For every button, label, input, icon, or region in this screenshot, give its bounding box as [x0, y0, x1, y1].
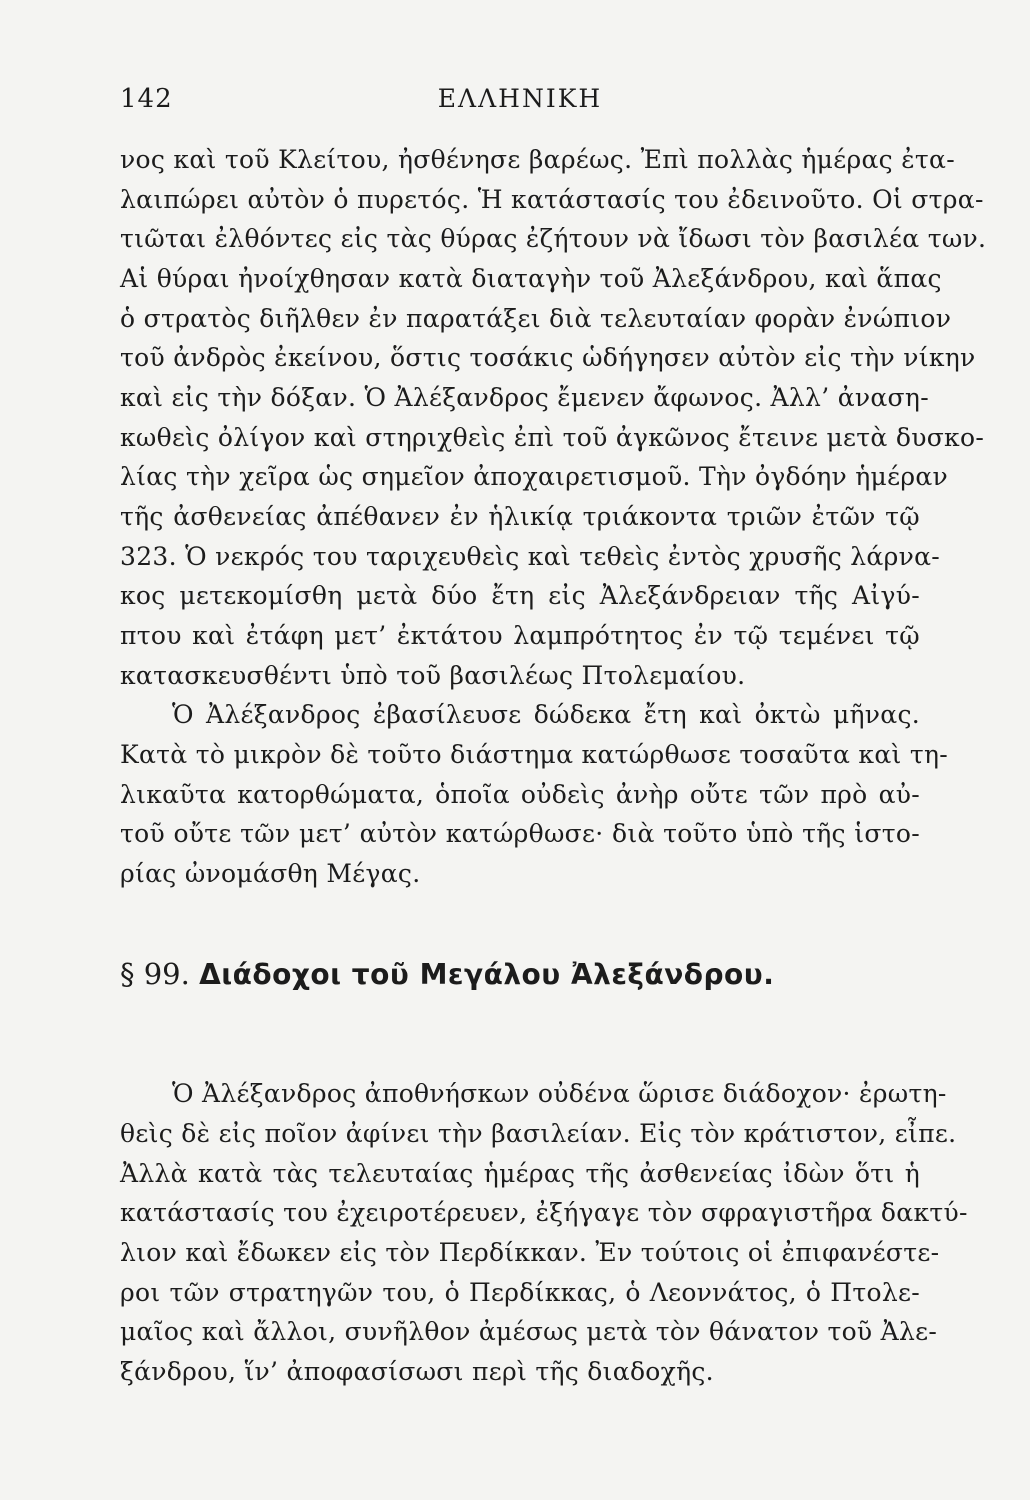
text-line: λίας τὴν χεῖρα ὡς σημεῖον ἀποχαιρετισμοῦ. Τὴν ὀγδόην ἡμέραν: [120, 462, 949, 491]
page-number: 142: [120, 84, 173, 114]
text-line: Ἀλλὰ κατὰ τὰς τελευταίας ἡμέρας τῆς ἀσθενείας ἰδὼν ὅτι ἡ: [120, 1159, 920, 1188]
text-line: κατασκευσθέντι ὑπὸ τοῦ βασιλέως Πτολεμαίου.: [120, 661, 746, 690]
text-line: πτου καὶ ἐτάφη μετ’ ἐκτάτου λαμπρότητος ἐν τῷ τεμένει τῷ: [120, 621, 920, 650]
text-line: τοῦ ἀνδρὸς ἐκείνου, ὅστις τοσάκις ὡδήγησεν αὐτὸν εἰς τὴν νίκην: [120, 343, 976, 372]
text-line: Αἱ θύραι ἠνοίχθησαν κατὰ διαταγὴν τοῦ Ἀλεξάνδρου, καὶ ἅπας: [120, 264, 942, 293]
text-line: ροι τῶν στρατηγῶν του, ὁ Περδίκκας, ὁ Λεοννάτος, ὁ Πτολε-: [120, 1278, 920, 1307]
text-line: θεὶς δὲ εἰς ποῖον ἀφίνει τὴν βασιλείαν. Εἰς τὸν κράτιστον, εἶπε.: [120, 1119, 957, 1148]
section-heading: [120, 952, 920, 996]
text-line: Κατὰ τὸ μικρὸν δὲ τοῦτο διάστημα κατώρθωσε τοσαῦτα καὶ τη-: [120, 740, 949, 769]
text-line: ξάνδρου, ἵν’ ἀποφασίσωσι περὶ τῆς διαδοχῆς.: [120, 1357, 714, 1386]
section-number: § 99.: [120, 957, 190, 991]
text-line: ρίας ὠνομάσθη Μέγας.: [120, 859, 421, 888]
text-line: Ὁ Ἀλέξανδρος ἀποθνήσκων οὐδένα ὥρισε διάδοχον· ἐρωτη-: [172, 1079, 947, 1108]
text-line: κος μετεκομίσθη μετὰ δύο ἔτη εἰς Ἀλεξάνδρειαν τῆς Αἰγύ-: [120, 581, 920, 610]
text-line: μαῖος καὶ ἄλλοι, συνῆλθον ἀμέσως μετὰ τὸν θάνατον τοῦ Ἀλε-: [120, 1317, 938, 1346]
section-title: Διάδοχοι τοῦ Μεγάλου Ἀλεξάνδρου.: [199, 958, 775, 991]
text-line: λιον καὶ ἔδωκεν εἰς τὸν Περδίκκαν. Ἐν τούτοις οἱ ἐπιφανέστε-: [120, 1238, 940, 1267]
running-title: ΕΛΛΗΝΙΚΗ: [437, 84, 603, 113]
text-line: λικαῦτα κατορθώματα, ὁποῖα οὐδεὶς ἀνὴρ οὔτε τῶν πρὸ αὐ-: [120, 780, 920, 809]
text-line: κωθεὶς ὀλίγον καὶ στηριχθεὶς ἐπὶ τοῦ ἀγκῶνος ἔτεινε μετὰ δυσκο-: [120, 423, 985, 452]
text-line: τοῦ οὔτε τῶν μετ’ αὐτὸν κατώρθωσε· διὰ τοῦτο ὑπὸ τῆς ἱστο-: [120, 819, 920, 848]
text-line: νος καὶ τοῦ Κλείτου, ἠσθένησε βαρέως. Ἐπὶ πολλὰς ἡμέρας ἐτα-: [120, 145, 955, 174]
text-line: καὶ εἰς τὴν δόξαν. Ὁ Ἀλέξανδρος ἔμενεν ἄφωνος. Ἀλλ’ ἀναση-: [120, 383, 929, 412]
text-line: τῆς ἀσθενείας ἀπέθανεν ἐν ἡλικίᾳ τριάκοντα τριῶν ἐτῶν τῷ: [120, 502, 920, 531]
text-line: τιῶται ἐλθόντες εἰς τὰς θύρας ἐζήτουν νὰ ἴδωσι τὸν βασιλέα των.: [120, 224, 987, 253]
text-line: Ὁ Ἀλέξανδρος ἐβασίλευσε δώδεκα ἔτη καὶ ὀκτὼ μῆνας.: [172, 700, 920, 729]
text-line: 323. Ὁ νεκρός του ταριχευθεὶς καὶ τεθεὶς ἐντὸς χρυσῆς λάρνα-: [120, 542, 941, 571]
text-line: κατάστασίς του ἐχειροτέρευεν, ἐξήγαγε τὸν σφραγιστῆρα δακτύ-: [120, 1198, 968, 1227]
text-line: ὁ στρατὸς διῆλθεν ἐν παρατάξει διὰ τελευταίαν φορὰν ἐνώπιον: [120, 304, 952, 333]
text-line: λαιπώρει αὐτὸν ὁ πυρετός. Ἡ κατάστασίς του ἐδεινοῦτο. Οἱ στρα-: [120, 185, 984, 214]
page-header: [120, 84, 920, 120]
